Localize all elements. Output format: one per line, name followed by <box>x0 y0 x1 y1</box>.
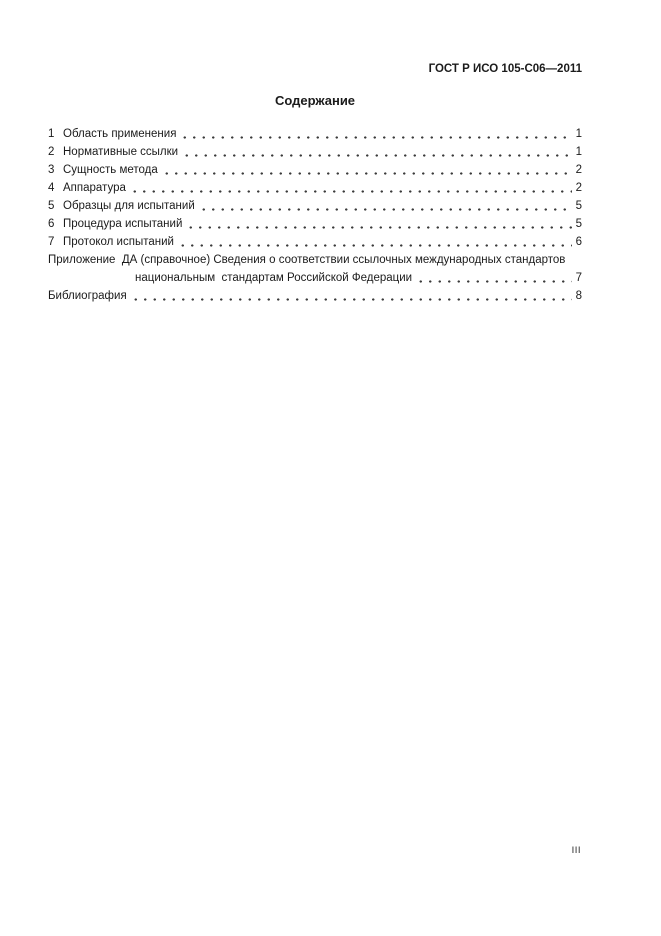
toc-entry <box>48 197 582 215</box>
entry-number: 4 <box>48 182 55 194</box>
entry-label: национальным стандартам Российской Федерации <box>135 272 413 284</box>
entry-label: Нормативные ссылки <box>63 146 179 158</box>
entry-number: 6 <box>48 218 55 230</box>
dot-leader <box>162 161 572 179</box>
entry-label: Процедура испытаний <box>63 218 183 230</box>
entry-label: Библиография <box>48 290 127 302</box>
entry-number: 5 <box>48 200 55 212</box>
entry-page-number: 1 <box>575 146 582 158</box>
toc-entry <box>48 143 582 161</box>
page-content <box>0 0 661 305</box>
entry-page-number: 2 <box>575 164 582 176</box>
dot-leader <box>182 143 572 161</box>
entry-page-number: 5 <box>575 200 582 212</box>
entry-page-number: 5 <box>575 218 582 230</box>
entry-page-number: 7 <box>575 272 582 284</box>
toc-list <box>48 125 582 305</box>
entry-label: Протокол испытаний <box>63 236 174 248</box>
toc-entry <box>48 179 582 197</box>
appendix-entry-line1: Приложение ДА (справочное) Сведения о соответствии ссылочных международных стандартов <box>48 254 566 266</box>
entry-page-number: 6 <box>575 236 582 248</box>
entry-label: Сущность метода <box>63 164 158 176</box>
dot-leader <box>178 233 572 251</box>
entry-number: 7 <box>48 236 55 248</box>
toc-entry <box>48 161 582 179</box>
dot-leader <box>199 197 572 215</box>
dot-leader <box>180 125 572 143</box>
entry-label: Образцы для испытаний <box>63 200 195 212</box>
folio-page-number: III <box>571 845 581 856</box>
entry-label: Аппаратура <box>63 182 126 194</box>
entry-page-number: 8 <box>575 290 582 302</box>
toc-entry <box>48 233 582 251</box>
document-standard-code: ГОСТ Р ИСО 105-С06—2011 <box>428 63 582 75</box>
entry-label: Область применения <box>63 128 177 140</box>
entry-page-number: 2 <box>575 182 582 194</box>
dot-leader <box>186 215 572 233</box>
dot-leader <box>130 179 572 197</box>
entry-number: 1 <box>48 128 55 140</box>
dot-leader <box>416 269 572 287</box>
entry-number: 3 <box>48 164 55 176</box>
appendix-entry-line2 <box>48 269 582 287</box>
entry-page-number: 1 <box>575 128 582 140</box>
toc-entry <box>48 125 582 143</box>
toc-title: Содержание <box>274 93 356 108</box>
bibliography-entry <box>48 287 582 305</box>
dot-leader <box>131 287 572 305</box>
toc-entry <box>48 215 582 233</box>
entry-number: 2 <box>48 146 55 158</box>
